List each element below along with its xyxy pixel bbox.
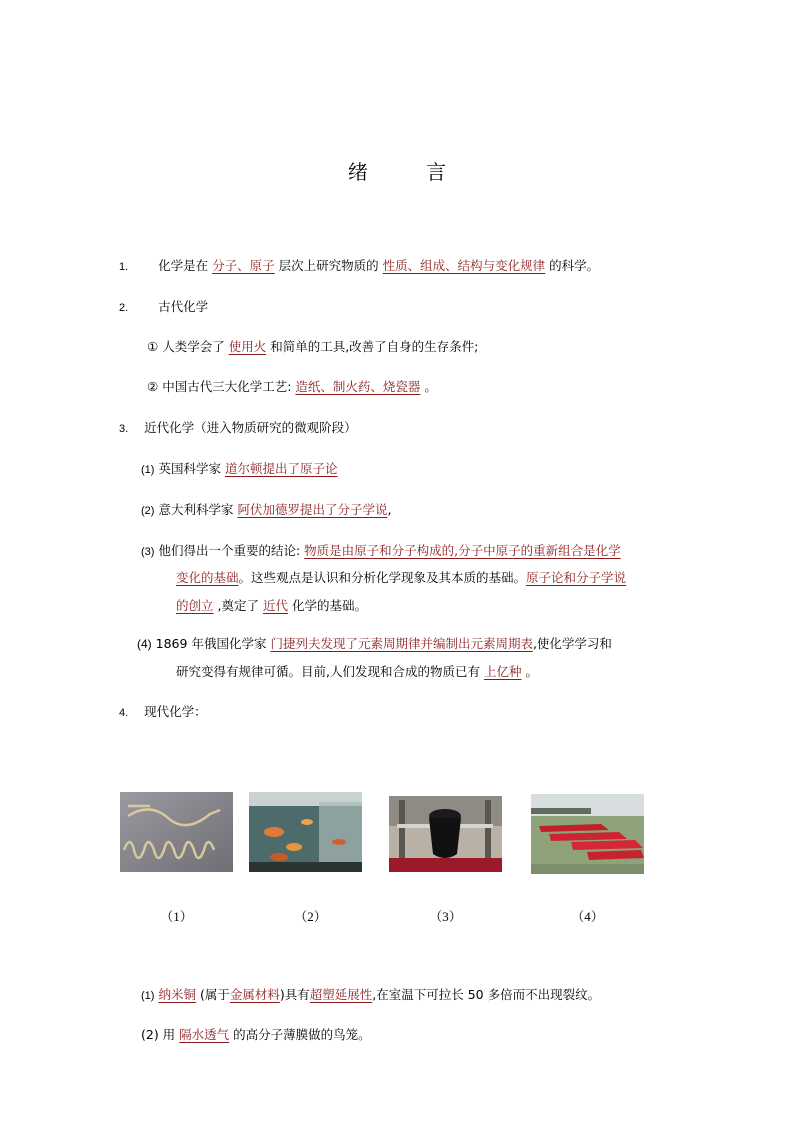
answer-blank: 上亿种 [483,664,522,679]
text: 中国古代三大化学工艺: [162,379,292,394]
photo-caption: （4） [571,909,604,924]
item-marker: (1) [141,464,155,476]
section-number: 4. [119,707,129,719]
text: 1869 年俄国化学家 [155,636,267,651]
photo-aquarium-birdcage [249,792,362,872]
photo-caption: （3） [429,909,462,924]
answer-blank: 道尔顿提出了原子论 [224,461,338,476]
section-heading: 现代化学： [144,704,207,719]
answer-blank: 分子、原子 [212,258,275,273]
text: 研究变得有规律可循。目前,人们发现和合成的物质已有 [176,664,480,679]
text: 人类学会了 [162,339,225,354]
text: )具有 [279,987,310,1002]
list-item [141,500,391,518]
list-item [137,634,612,652]
list-item [141,985,600,1003]
list-item-continuation [176,596,367,614]
text: 意大利科学家 [158,502,234,517]
item-marker: (4) [137,637,152,651]
text: 层次上研究物质的 [278,258,379,273]
photo-membrane-container [389,796,502,876]
section-2-heading [119,297,208,315]
text: 他们得出一个重要的结论: [158,543,301,558]
photo-caption: （2） [294,909,327,924]
answer-blank: 阿伏加德罗提出了分子学说 [237,502,388,517]
text: 化学是在 [158,258,209,273]
answer-blank: 金属材料 [229,987,280,1002]
answer-blank: 超塑延展性 [309,987,373,1002]
answer-blank: 物质是由原子和分子构成的,分子中原子的重新组合是化学 [304,543,621,558]
text: 的高分子薄膜做的鸟笼。 [233,1027,371,1042]
text: 。 [424,379,437,394]
item-marker: (3) [141,546,155,558]
answer-blank: 隔水透气 [179,1027,230,1042]
answer-blank: 的创立 [176,598,214,613]
answer-blank: 性质、组成、结构与变化规律 [382,258,546,273]
list-item [147,337,478,355]
item-marker: ② [147,379,159,394]
text: 英国科学家 [158,461,221,476]
answer-blank: 门捷列夫发现了元素周期律并编制出元素周期表 [270,636,533,651]
page-title: 绪 言 [347,160,473,184]
photo-caption: （1） [160,909,193,924]
list-item [147,377,437,395]
text: 化学的基础。 [291,598,367,613]
section-number: 2. [119,302,129,314]
text: , [387,502,392,517]
item-marker: (2) 用 [141,1027,176,1042]
answer-blank: 变化的基础 [176,570,239,585]
item-marker: (2) [141,505,155,517]
text: 和简单的工具,改善了自身的生存条件; [270,339,479,354]
list-item-continuation [176,568,626,586]
section-number: 3. [119,423,129,435]
section-4-heading [119,702,207,720]
text: ,奠定了 [217,598,259,613]
photo-red-boats [531,794,644,874]
list-item [141,541,621,559]
text: 。这些观点是认识和分析化学现象及其本质的基础。 [238,570,527,585]
item-marker: ① [147,339,159,354]
section-number: 1. [119,261,129,273]
text: 。 [525,664,538,679]
list-item [141,1025,371,1043]
section-3-heading [119,418,357,436]
text: 的科学。 [549,258,600,273]
section-1 [119,256,599,274]
answer-blank: 近代 [262,598,288,613]
answer-blank: 纳米铜 [158,987,196,1002]
section-heading: 古代化学 [158,299,209,314]
text: ,在室温下可拉长 50 多倍而不出现裂纹。 [372,987,601,1002]
text: (属于 [199,987,230,1002]
text: ,使化学学习和 [532,636,612,651]
section-heading: 近代化学（进入物质研究的微观阶段） [144,420,357,435]
photo-nano-copper [120,792,233,872]
list-item-continuation [176,662,538,680]
item-marker: (1) [141,990,155,1002]
answer-blank: 原子论和分子学说 [526,570,627,585]
list-item [141,459,337,477]
answer-blank: 使用火 [228,339,267,354]
answer-blank: 造纸、制火药、烧瓷器 [295,379,421,394]
